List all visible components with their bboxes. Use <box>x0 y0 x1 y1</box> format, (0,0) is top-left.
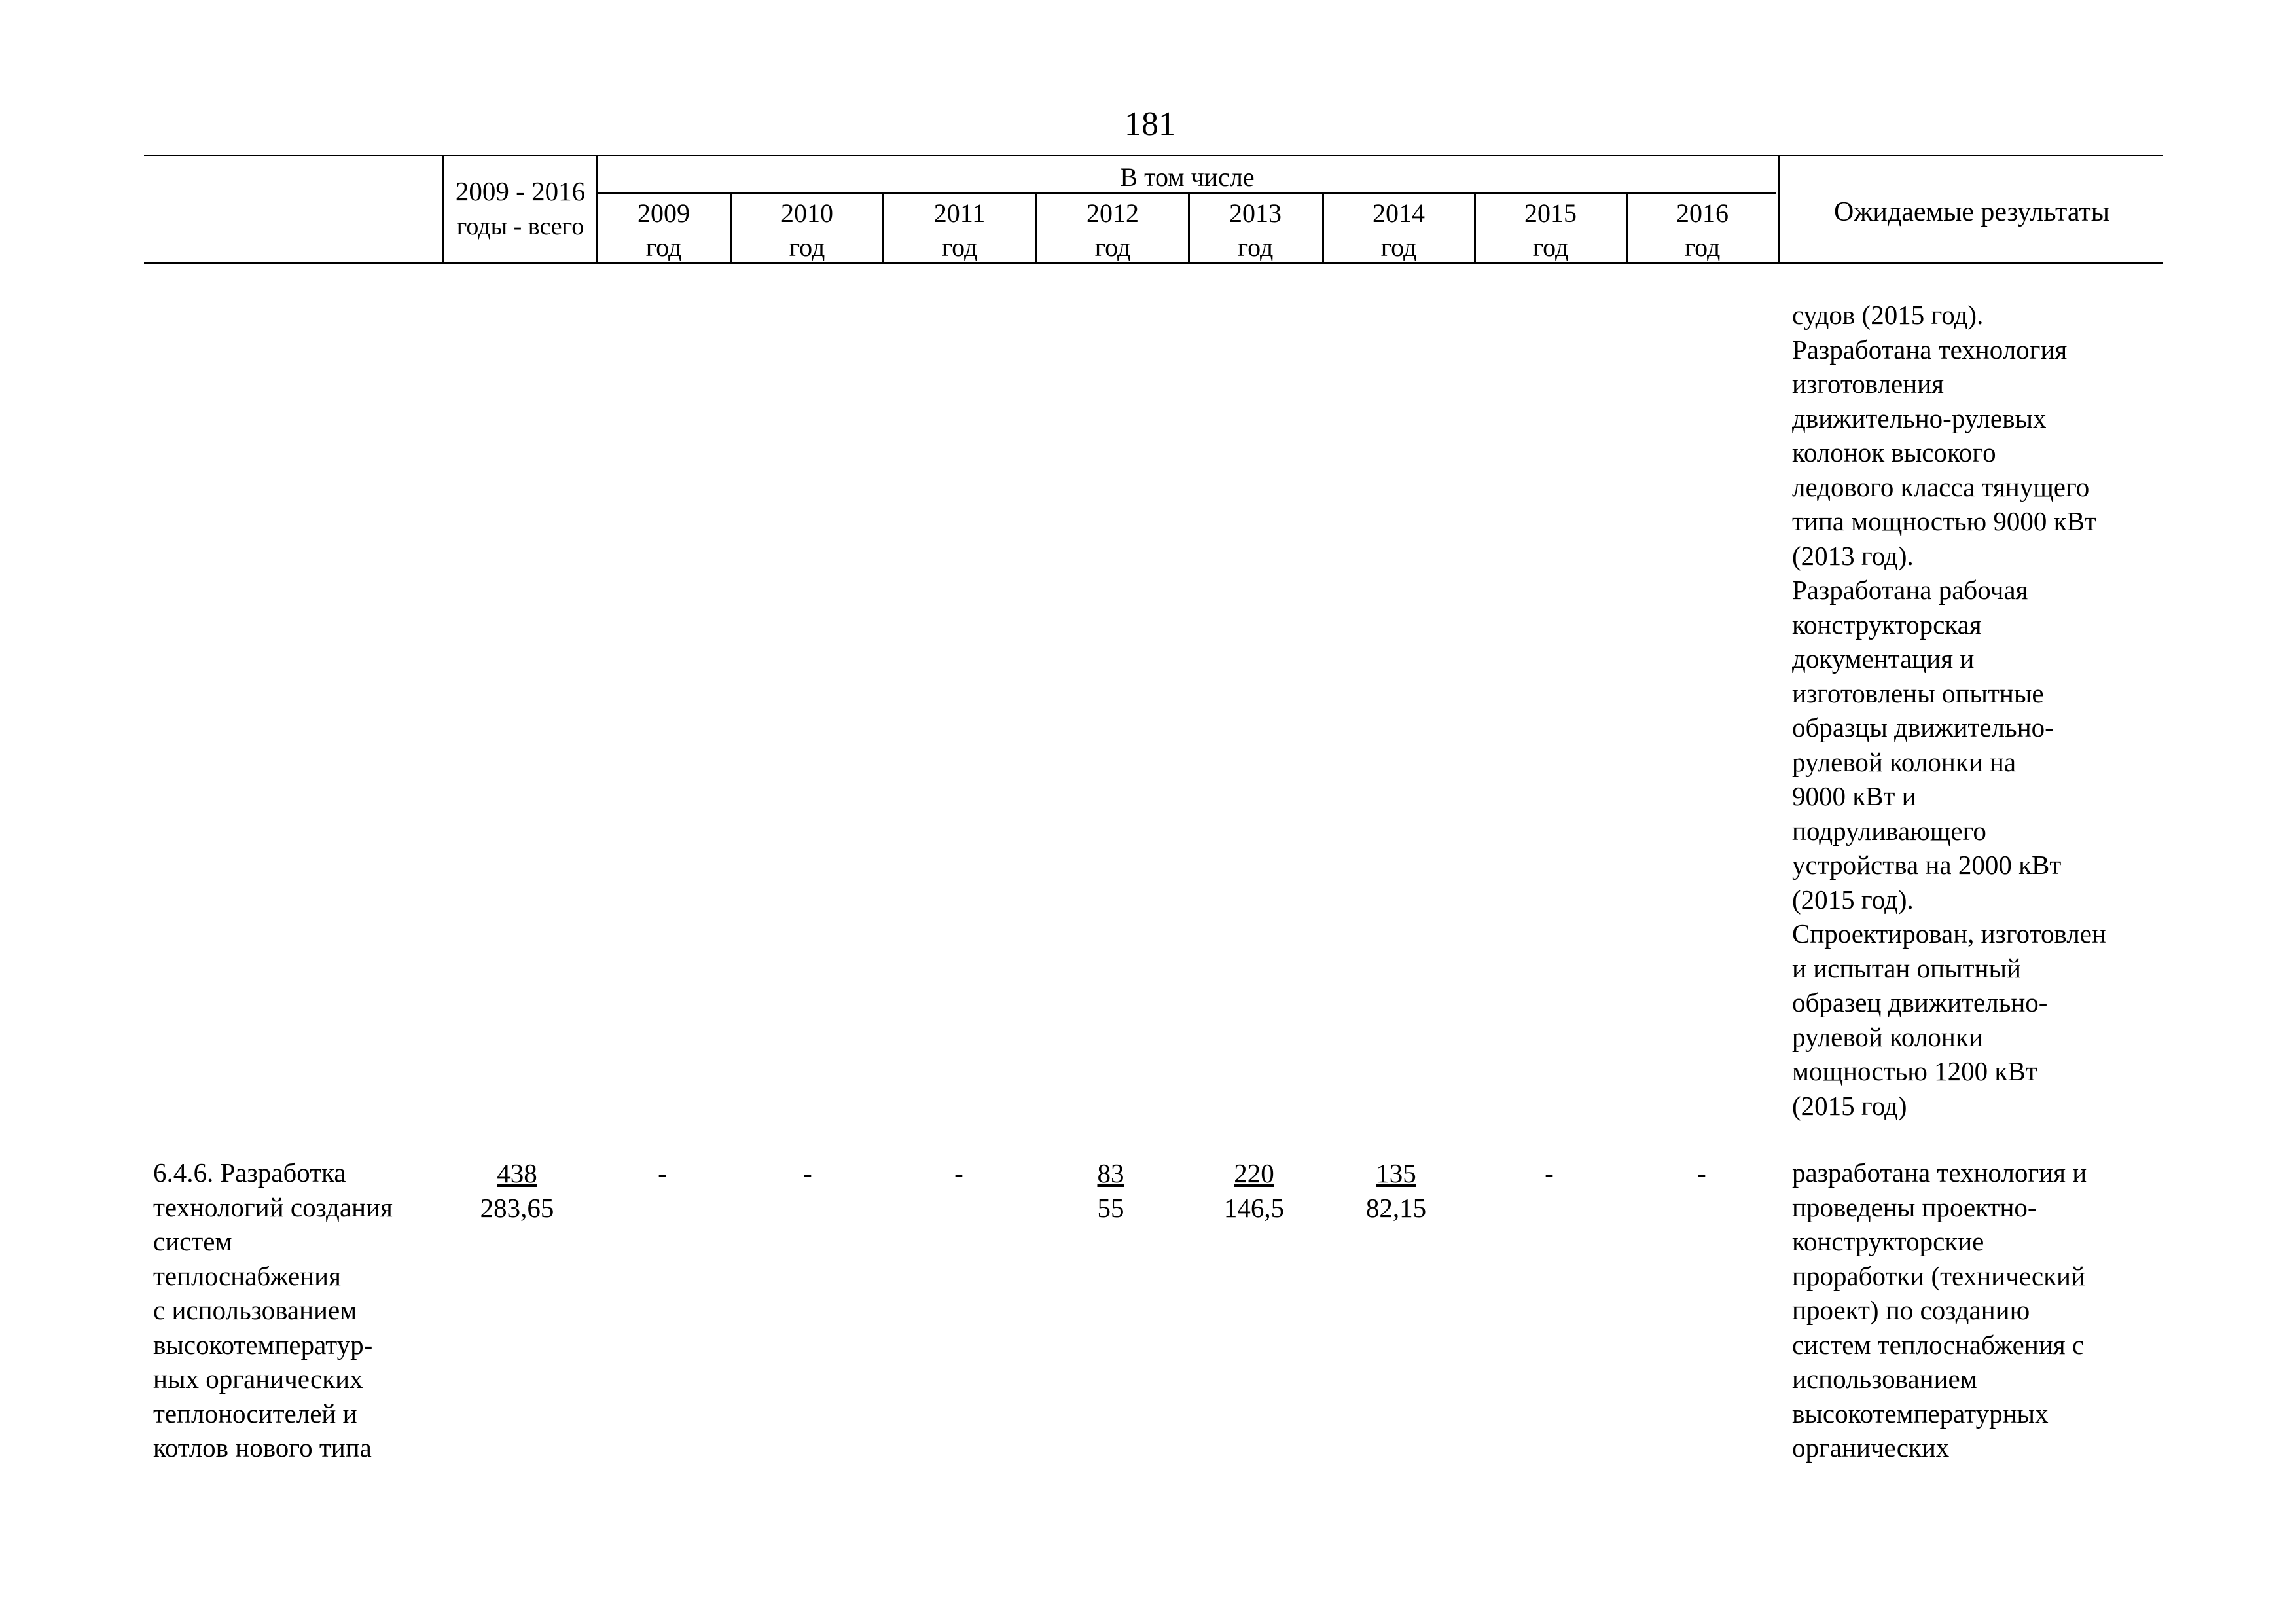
header-year-suffix: год <box>1684 232 1721 262</box>
header-year-2013: 2013 <box>1229 198 1282 228</box>
header-year-suffix: год <box>645 232 682 262</box>
header-year-suffix: год <box>1237 232 1274 262</box>
continuation-results-text: судов (2015 год). Разработана технология изготовления движительно-рулевых колонок высокого ледового класса тянущего типа мощностью 9000 кВт (2013 год). Разработана рабочая конструкторская документация и изготовлены опытные образцы движительно- рулевой колонки на 9000 кВт и подруливающего устройства на 2000 кВт (2015 год). Спроектирован, изготовлен и испытан опытный образец движительно- рулевой колонки мощностью 1200 кВт (2015 год) <box>1792 300 2106 1121</box>
header-year-2009: 2009 <box>637 198 690 228</box>
header-year-2016: 2016 <box>1676 198 1729 228</box>
row-2011-value: - <box>954 1158 963 1188</box>
header-col-divider <box>442 155 444 262</box>
row-2013-top: 220 <box>1234 1158 1274 1188</box>
header-top-rule <box>144 155 2163 156</box>
header-year-suffix: год <box>1532 232 1569 262</box>
row-2012-top: 83 <box>1097 1158 1124 1188</box>
row-2016-value: - <box>1697 1158 1706 1188</box>
row-2014-bottom: 82,15 <box>1365 1193 1427 1223</box>
row-2010-value: - <box>803 1158 812 1188</box>
header-including: В том числе <box>1120 162 1255 192</box>
header-year-2014: 2014 <box>1372 198 1425 228</box>
header-year-suffix: год <box>941 232 978 262</box>
header-results: Ожидаемые результаты <box>1834 197 2109 227</box>
row-results-text: разработана технология и проведены проектно- конструкторские проработки (технический проект) по созданию систем теплоснабжения с использованием высокотемпературных органических <box>1792 1158 2087 1463</box>
header-year-suffix: год <box>1380 232 1417 262</box>
row-total-bottom: 283,65 <box>480 1193 554 1223</box>
row-2015-value: - <box>1545 1158 1554 1188</box>
header-year-2015: 2015 <box>1524 198 1577 228</box>
header-year-suffix: год <box>789 232 825 262</box>
row-2012-bottom: 55 <box>1097 1193 1124 1223</box>
header-total-line1: 2009 - 2016 <box>455 176 586 206</box>
row-total-top: 438 <box>497 1158 537 1188</box>
header-year-suffix: год <box>1094 232 1131 262</box>
row-2009-value: - <box>658 1158 667 1188</box>
header-total-line2: годы - всего <box>456 213 584 240</box>
row-name: 6.4.6. Разработка технологий создания систем теплоснабжения с использованием высокотемператур- ных органических теплоносителей и котлов нового типа <box>153 1158 393 1463</box>
header-year-2010: 2010 <box>781 198 833 228</box>
header-year-2011: 2011 <box>933 198 986 228</box>
row-2014-top: 135 <box>1376 1158 1416 1188</box>
header-year-2012: 2012 <box>1086 198 1139 228</box>
header-col-divider <box>1778 155 1780 262</box>
page-number: 181 <box>1124 105 1175 143</box>
row-2013-bottom: 146,5 <box>1223 1193 1285 1223</box>
